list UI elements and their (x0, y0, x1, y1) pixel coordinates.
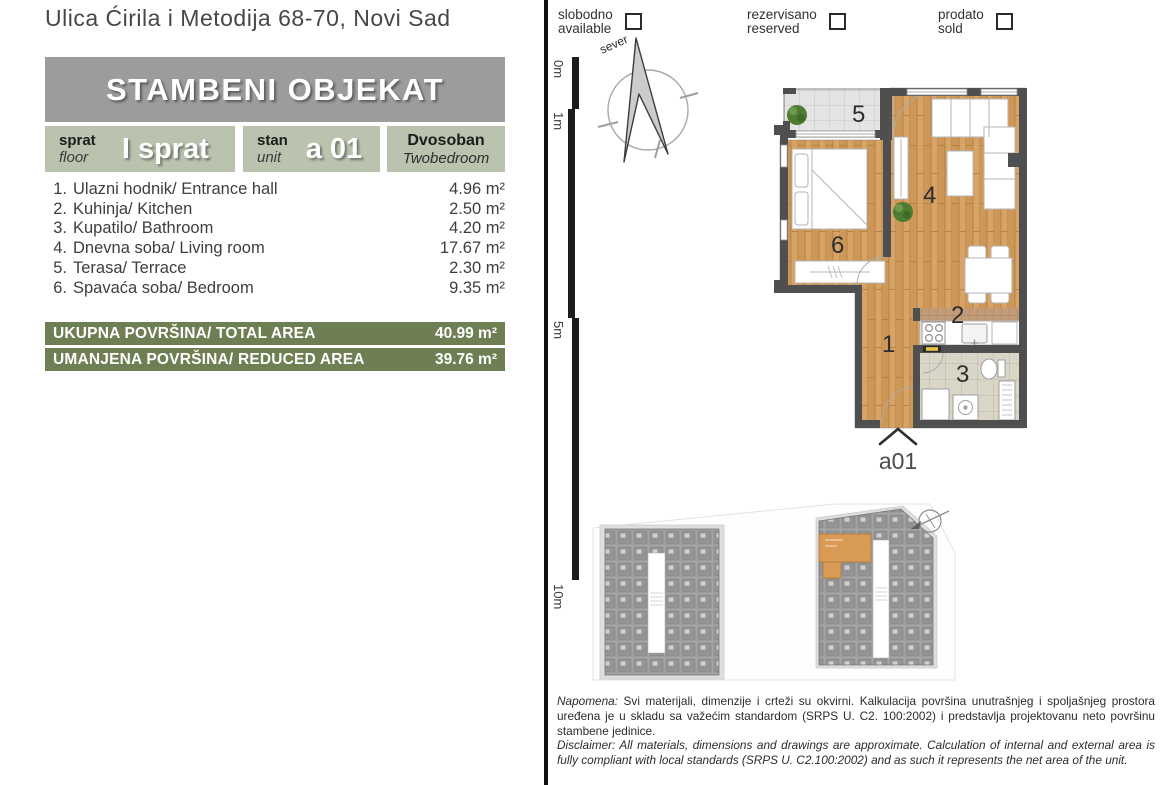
legend-available-sr: slobodno (558, 7, 613, 22)
room-name: Dnevna soba/ Living room (73, 239, 265, 258)
room-list (45, 180, 505, 298)
reduced-area-bar (45, 348, 505, 371)
plan-unit-label: a01 (878, 448, 918, 474)
room-number: 5. (53, 258, 67, 277)
scale-bar (545, 50, 590, 650)
pillow (795, 154, 808, 187)
sold-checkbox[interactable] (996, 13, 1013, 30)
floor-label-sr: sprat (59, 132, 96, 149)
total-area-label: UKUPNA POVRŠINA/ TOTAL AREA (53, 324, 316, 342)
footnote (557, 694, 1155, 768)
note-label: Napomena: (557, 694, 618, 708)
room-area: 4.20 m² (449, 219, 505, 238)
plan-room-1: 1 (882, 331, 896, 358)
legend-reserved-en: reserved (747, 20, 800, 36)
room-area: 17.67 m² (439, 239, 505, 258)
entrance-arrow-icon (880, 429, 916, 444)
room-area: 2.50 m² (449, 199, 505, 218)
room-number: 4. (53, 239, 67, 258)
room-name: Ulazni hodnik/ Entrance hall (73, 180, 278, 198)
banner-title: STAMBENI OBJEKAT (105, 71, 445, 107)
legend-sold-sr: prodato (938, 7, 984, 22)
shower (922, 389, 949, 420)
reduced-area-label: UMANJENA POVRŠINA/ REDUCED AREA (53, 350, 365, 368)
floor-value: I sprat (121, 132, 209, 165)
sofa-corner (984, 127, 1015, 209)
address-title: Ulica Ćirila i Metodija 68-70, Novi Sad (45, 5, 451, 31)
room-row (45, 279, 505, 299)
type-label-sr: Dvosoban (407, 131, 485, 149)
unit-label-en: unit (257, 149, 282, 166)
room-number: 1. (53, 180, 67, 198)
floor-infobox (45, 126, 235, 172)
building-banner (45, 57, 505, 122)
site-plan (585, 498, 970, 690)
pillow (795, 192, 808, 225)
room-row (45, 200, 505, 220)
room-row (45, 219, 505, 239)
room-number: 2. (53, 199, 67, 218)
room-name: Spavaća soba/ Bedroom (73, 278, 254, 297)
scale-5m: 5m (551, 321, 566, 340)
room-area: 4.96 m² (449, 180, 505, 198)
legend-reserved (747, 8, 846, 35)
unit-label-sr: stan (257, 132, 288, 149)
reduced-area-value: 39.76 m² (434, 350, 497, 368)
room-name: Kuhinja/ Kitchen (73, 199, 193, 218)
scale-0m: 0m (551, 60, 566, 79)
disclaimer-text: All materials, dimensions and drawings are approximate. Calculation of internal and external area is fully compliant with local standards (SRPS U. C2.100:2002) and as such it represents the net area of the unit. (557, 738, 1155, 768)
disclaimer-paragraph (557, 738, 1155, 768)
total-area-bar (45, 322, 505, 345)
north-compass-icon (588, 30, 713, 175)
scale-10m: 10m (551, 584, 566, 610)
total-area-value: 40.99 m² (434, 324, 497, 342)
fridge (992, 322, 1017, 344)
coffee-table (947, 151, 973, 196)
available-checkbox[interactable] (625, 13, 642, 30)
note-paragraph (557, 694, 1155, 738)
room-row (45, 239, 505, 259)
legend-available-en: available (558, 20, 612, 36)
type-label-en: Twobedroom (402, 149, 490, 167)
dining-table (965, 258, 1012, 293)
room-row (45, 180, 505, 200)
plan-room-2: 2 (951, 302, 965, 329)
plan-room-4: 4 (923, 182, 937, 209)
toilet (981, 359, 997, 379)
floor-label-en: floor (59, 149, 89, 166)
legend-sold (938, 8, 1013, 35)
room-row (45, 259, 505, 279)
plan-room-6: 6 (831, 232, 845, 259)
room-area: 9.35 m² (449, 278, 505, 297)
scale-1m: 1m (551, 112, 566, 131)
kitchen-backsplash (920, 308, 1020, 321)
room-name: Terasa/ Terrace (73, 258, 187, 277)
apartment-floor-plan (770, 75, 1050, 495)
unit-value: a 01 (305, 132, 363, 165)
reserved-checkbox[interactable] (829, 13, 846, 30)
disclaimer-label: Disclaimer: (557, 738, 616, 753)
room-name: Kupatilo/ Bathroom (73, 219, 214, 238)
type-infobox (387, 126, 505, 172)
plan-room-3: 3 (956, 361, 970, 388)
note-text: Svi materijali, dimenzije i crteži su okvirni. Kalkulacija površina unutrašnjeg i spoljašnjeg prostora uređena je u skladu sa važećim standardom (SRPS U. C2. 100:2002) i predstavlja projektovanu neto površinu stambene jedinice. (557, 694, 1155, 738)
room-number: 6. (53, 278, 67, 297)
room-area: 2.30 m² (449, 258, 505, 277)
north-label: sever (597, 32, 631, 57)
room-number: 3. (53, 219, 67, 238)
plan-room-5: 5 (852, 101, 866, 128)
unit-infobox (243, 126, 380, 172)
legend-sold-en: sold (938, 20, 963, 36)
legend-reserved-sr: rezervisano (747, 7, 817, 22)
